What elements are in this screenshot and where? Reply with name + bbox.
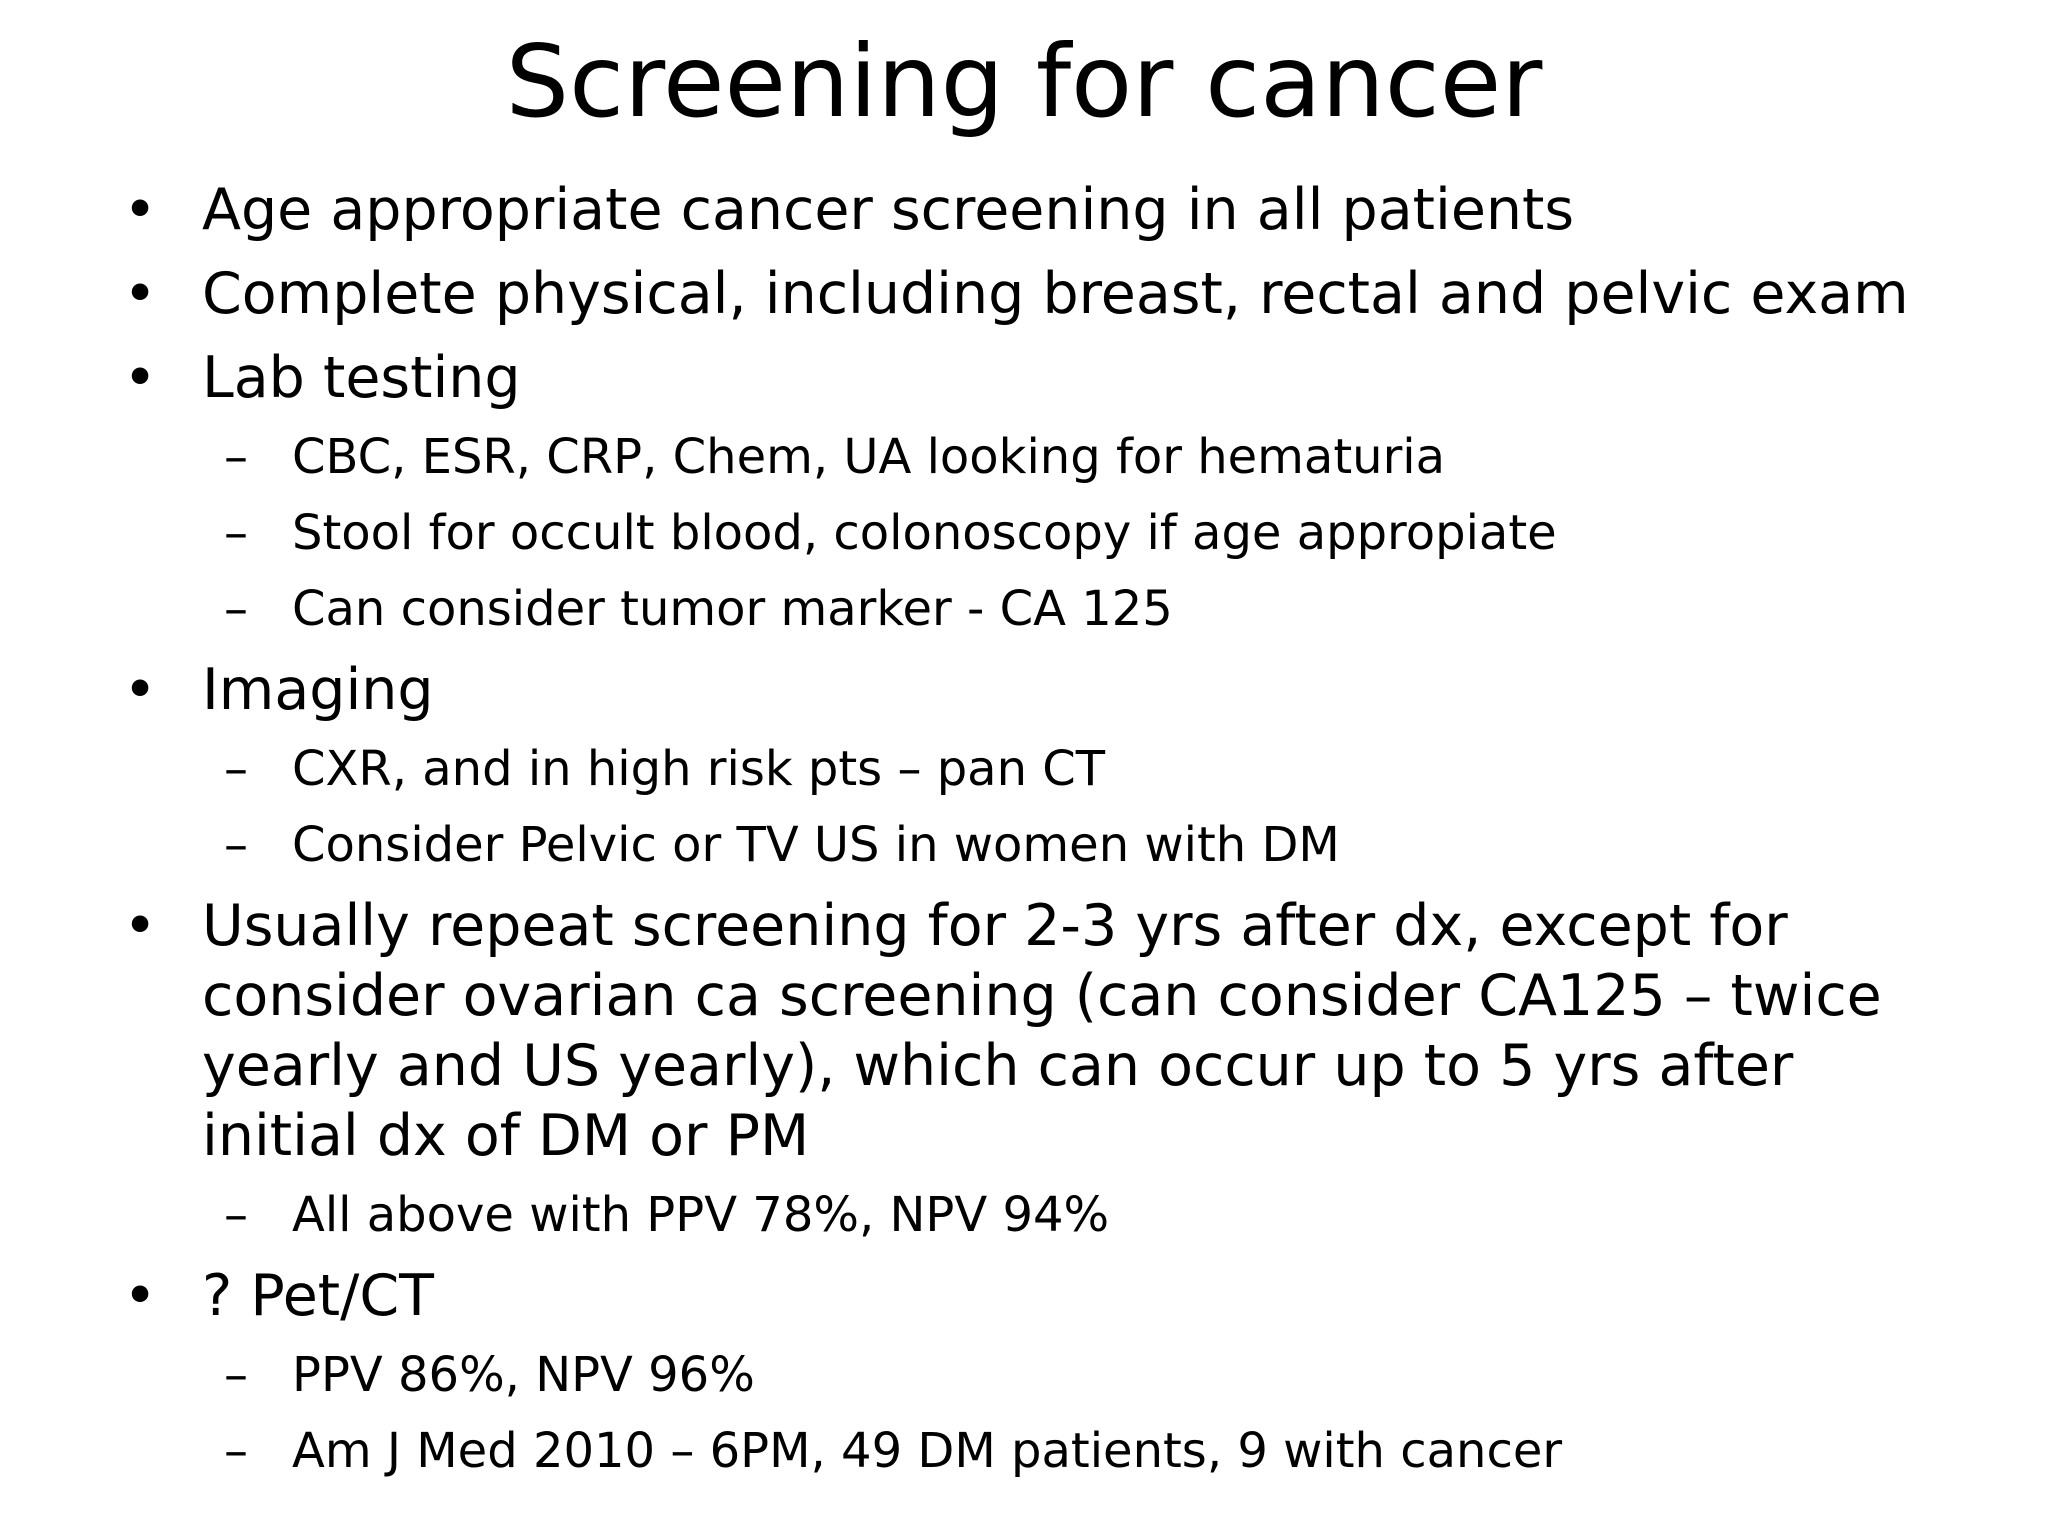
bullet-item bbox=[0, 259, 2048, 329]
bullet-item bbox=[0, 1261, 2048, 1331]
sub-bullet-text: Consider Pelvic or TV US in women with DM bbox=[292, 817, 1340, 873]
bullet-text: Imaging bbox=[202, 657, 434, 723]
bullet-text: ? Pet/CT bbox=[202, 1263, 434, 1329]
sub-bullet-item bbox=[0, 577, 2048, 641]
sub-bullet-item bbox=[0, 737, 2048, 801]
bullet-icon: • bbox=[123, 1263, 157, 1329]
slide-title: Screening for cancer bbox=[505, 23, 1543, 140]
dash-icon: – bbox=[224, 741, 248, 797]
bullet-text: Complete physical, including breast, rectal and pelvic exam bbox=[202, 261, 1909, 327]
bullet-icon: • bbox=[123, 657, 157, 723]
bullet-icon: • bbox=[123, 261, 157, 327]
bullet-icon: • bbox=[123, 345, 157, 411]
sub-bullet-item bbox=[0, 813, 2048, 877]
dash-icon: – bbox=[224, 1347, 248, 1403]
sub-bullet-text: PPV 86%, NPV 96% bbox=[292, 1347, 755, 1403]
bullet-icon: • bbox=[123, 177, 157, 243]
sub-bullet-text: Am J Med 2010 – 6PM, 49 DM patients, 9 with cancer bbox=[292, 1423, 1563, 1479]
sub-bullet-text: Can consider tumor marker - CA 125 bbox=[292, 581, 1173, 637]
sub-bullet-item bbox=[0, 1419, 2048, 1483]
dash-icon: – bbox=[224, 505, 248, 561]
sub-bullet-item bbox=[0, 1183, 2048, 1247]
dash-icon: – bbox=[224, 581, 248, 637]
sub-bullet-item bbox=[0, 1343, 2048, 1407]
sub-bullet-item bbox=[0, 501, 2048, 565]
sub-bullet-text: CBC, ESR, CRP, Chem, UA looking for hematuria bbox=[292, 429, 1446, 485]
bullet-item bbox=[0, 175, 2048, 245]
bullet-text: Lab testing bbox=[202, 345, 521, 411]
bullet-item bbox=[0, 655, 2048, 725]
sub-bullet-item bbox=[0, 425, 2048, 489]
dash-icon: – bbox=[224, 1187, 248, 1243]
dash-icon: – bbox=[224, 817, 248, 873]
bullet-item bbox=[0, 343, 2048, 413]
bullet-text: Age appropriate cancer screening in all patients bbox=[202, 177, 1575, 243]
sub-bullet-text: CXR, and in high risk pts – pan CT bbox=[292, 741, 1106, 797]
slide-content bbox=[0, 175, 2048, 1483]
bullet-icon: • bbox=[123, 893, 157, 959]
dash-icon: – bbox=[224, 1423, 248, 1479]
bullet-item bbox=[0, 891, 2048, 1171]
bullet-text: Usually repeat screening for 2-3 yrs after dx, except for consider ovarian ca screening (can consider CA125 – twice yearly and US yearly), which can occur up to 5 yrs after initial dx of DM or PM bbox=[202, 893, 1882, 1169]
sub-bullet-text: Stool for occult blood, colonoscopy if age appropiate bbox=[292, 505, 1557, 561]
sub-bullet-text: All above with PPV 78%, NPV 94% bbox=[292, 1187, 1110, 1243]
dash-icon: – bbox=[224, 429, 248, 485]
